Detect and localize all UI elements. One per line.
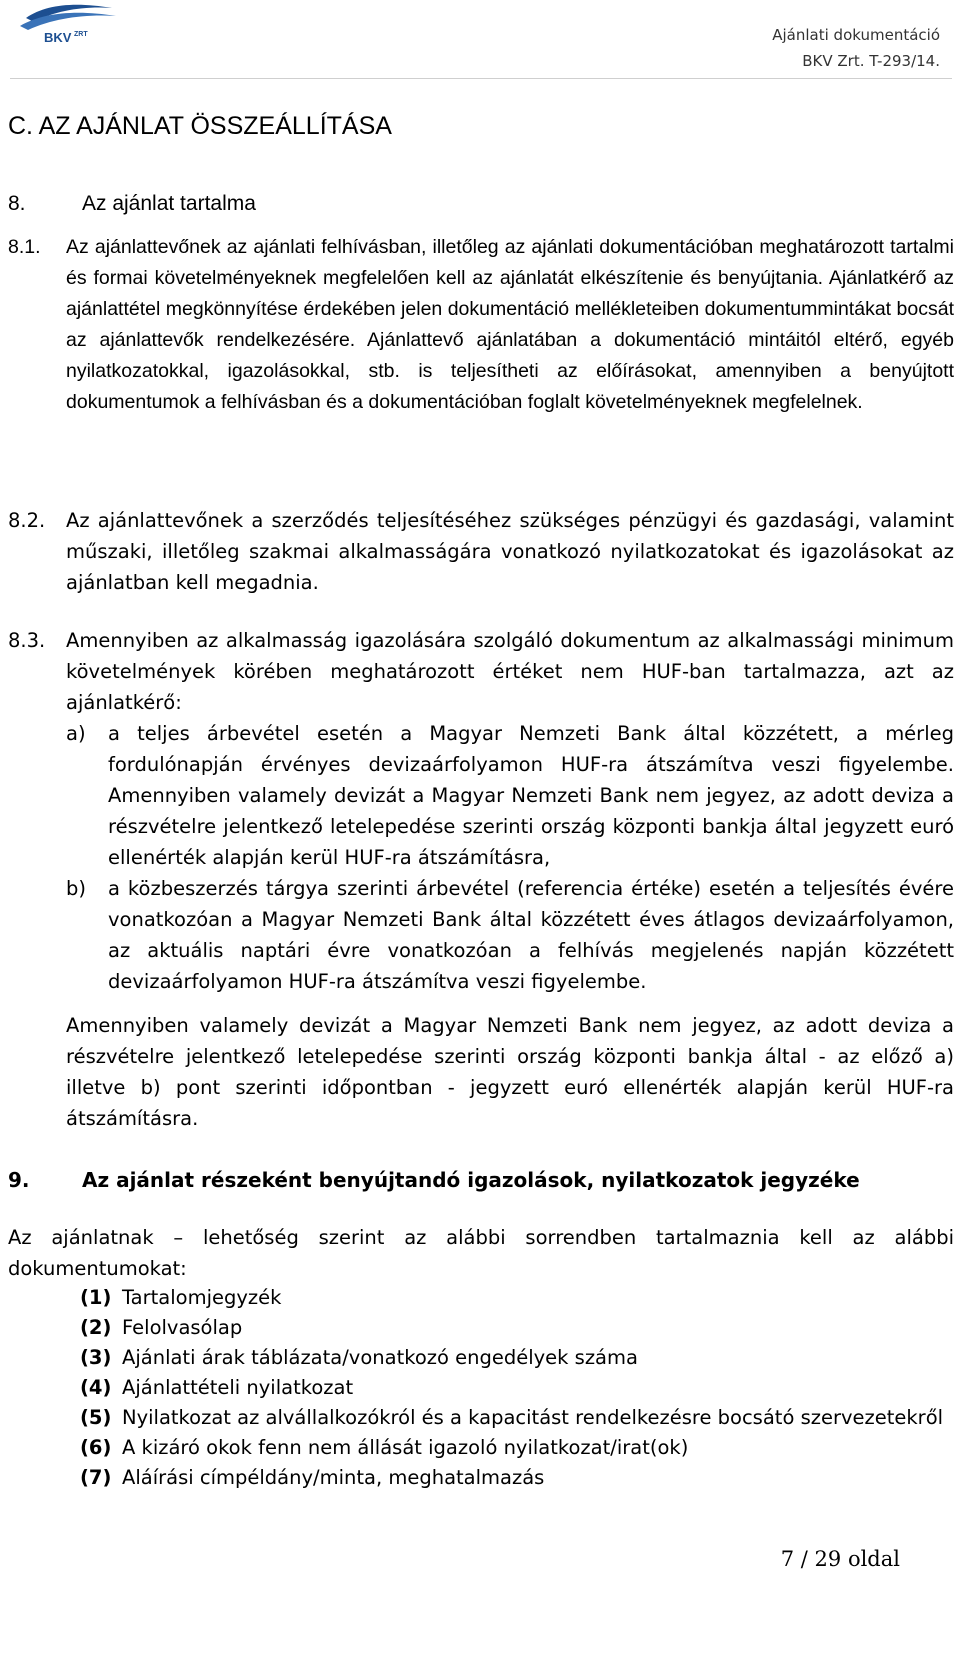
- svg-text:ZRT: ZRT: [74, 31, 88, 38]
- header-doc-title: Ajánlati dokumentáció: [772, 26, 940, 44]
- list-item-label: a): [66, 722, 86, 745]
- paragraph-text: Az ajánlattevőnek a szerződés teljesítéséhez szükséges pénzügyi és gazdasági, valamint műszaki, illetőleg szakmai alkalmasságára vonatkozó nyilatkozatokat és igazolásokat az ajánlatban kell megadnia.: [66, 509, 954, 594]
- list-item-a: [66, 718, 954, 873]
- list-item: [80, 1373, 954, 1403]
- paragraph-number: 8.1.: [8, 236, 41, 258]
- list-item: [80, 1403, 954, 1433]
- list-item: [80, 1283, 954, 1313]
- page-title: C. AZ AJÁNLAT ÖSSZEÁLLÍTÁSA: [8, 112, 392, 140]
- list-item-b: [66, 873, 954, 997]
- list-item-number: (1): [80, 1286, 112, 1309]
- list-item-text: Nyilatkozat az alvállalkozókról és a kapacitást rendelkezésre bocsátó szervezetekről: [122, 1406, 944, 1429]
- paragraph-8-1: [8, 232, 954, 418]
- header-doc-ref: BKV Zrt. T-293/14.: [802, 52, 940, 70]
- list-item: [80, 1433, 954, 1463]
- paragraph-number: 8.3.: [8, 629, 46, 652]
- section-9-title: Az ajánlat részeként benyújtandó igazolások, nyilatkozatok jegyzéke: [82, 1168, 860, 1192]
- list-item: [80, 1343, 954, 1373]
- list-item-number: (7): [80, 1466, 112, 1489]
- list-item-number: (6): [80, 1436, 112, 1459]
- svg-text:BKV: BKV: [44, 30, 72, 45]
- list-item: [80, 1313, 954, 1343]
- list-item-number: (2): [80, 1316, 112, 1339]
- header-divider: [10, 78, 952, 79]
- header-doc-info: [772, 22, 940, 74]
- page-header: [0, 0, 960, 80]
- paragraph-text: Amennyiben az alkalmasság igazolására szolgáló dokumentum az alkalmassági minimum követelmények körében meghatározott értéket nem HUF-ban tartalmazza, azt az ajánlatkérő:: [66, 629, 954, 714]
- bkv-logo: [16, 0, 124, 46]
- list-item-text: Felolvasólap: [122, 1316, 243, 1339]
- paragraph-number: 8.2.: [8, 509, 46, 532]
- section-9-heading: [8, 1168, 860, 1192]
- list-item-text: Ajánlattételi nyilatkozat: [122, 1376, 354, 1399]
- paragraph-8-3: [8, 625, 954, 997]
- paragraph-8-3-note: Amennyiben valamely devizát a Magyar Nemzeti Bank nem jegyez, az adott deviza a részvételre jelentkező letelepedése szerinti ország központi bankja által - az előző a) illetve b) pont szerinti időpontban - jegyzett euró ellenérték alapján kerül HUF-ra átszámításra.: [66, 1014, 954, 1130]
- list-item-text: Ajánlati árak táblázata/vonatkozó engedélyek száma: [122, 1346, 638, 1369]
- section-8-heading: [8, 192, 256, 216]
- list-item-text: A kizáró okok fenn nem állását igazoló nyilatkozat/irat(ok): [122, 1436, 689, 1459]
- list-item-text: Tartalomjegyzék: [122, 1286, 282, 1309]
- list-item-number: (3): [80, 1346, 112, 1369]
- section-8-title: Az ajánlat tartalma: [82, 192, 256, 215]
- section-8-number: 8.: [8, 192, 26, 215]
- section-9-intro: Az ajánlatnak – lehetőség szerint az alábbi sorrendben tartalmaznia kell az alábbi dokumentumokat:: [8, 1226, 954, 1280]
- paragraph-text: Az ajánlattevőnek az ajánlati felhívásban, illetőleg az ajánlati dokumentációban meghatározott tartalmi és formai követelményeknek megfelelően kell az ajánlatát elkészítenie és benyújtania. Ajánlatkérő az ajánlattétel megkönnyítése érdekében jelen dokumentáció mellékleteiben dokumentummintákat bocsát az ajánlattevők rendelkezésére. Ajánlattevő ajánlatában a dokumentáció mintáitól eltérő, egyéb nyilatkozatokkal, igazolásokkal, stb. is teljesítheti az előírásokat, amennyiben a benyújtott dokumentumok a felhívásban és a dokumentációban foglalt követelményeknek megfelelnek.: [66, 236, 954, 413]
- section-9-number: 9.: [8, 1168, 30, 1192]
- list-item-text: a teljes árbevétel esetén a Magyar Nemzeti Bank által közzétett, a mérleg fordulónapján érvényes devizaárfolyamon HUF-ra átszámítva veszi figyelembe. Amennyiben valamely devizát a Magyar Nemzeti Bank nem jegyez, az adott deviza a részvételre jelentkező letelepedése szerinti ország központi bankja által jegyzett euró ellenérték alapján kerül HUF-ra átszámításra,: [108, 722, 954, 869]
- list-item-number: (4): [80, 1376, 112, 1399]
- list-item-number: (5): [80, 1406, 112, 1429]
- paragraph-8-2: [8, 505, 954, 598]
- page-number: 7 / 29 oldal: [780, 1547, 900, 1571]
- list-item-text: a közbeszerzés tárgya szerinti árbevétel (referencia értéke) esetén a teljesítés évére vonatkozóan a Magyar Nemzeti Bank által közzétett éves átlagos devizaárfolyamon, az aktuális naptári évre vonatkozóan a felhívás megjelenés napján közzétett devizaárfolyamon HUF-ra átszámítva veszi figyelembe.: [108, 877, 954, 993]
- list-item-text: Aláírási címpéldány/minta, meghatalmazás: [122, 1466, 545, 1489]
- list-item-label: b): [66, 877, 86, 900]
- required-documents-list: [80, 1283, 954, 1493]
- list-item: [80, 1463, 954, 1493]
